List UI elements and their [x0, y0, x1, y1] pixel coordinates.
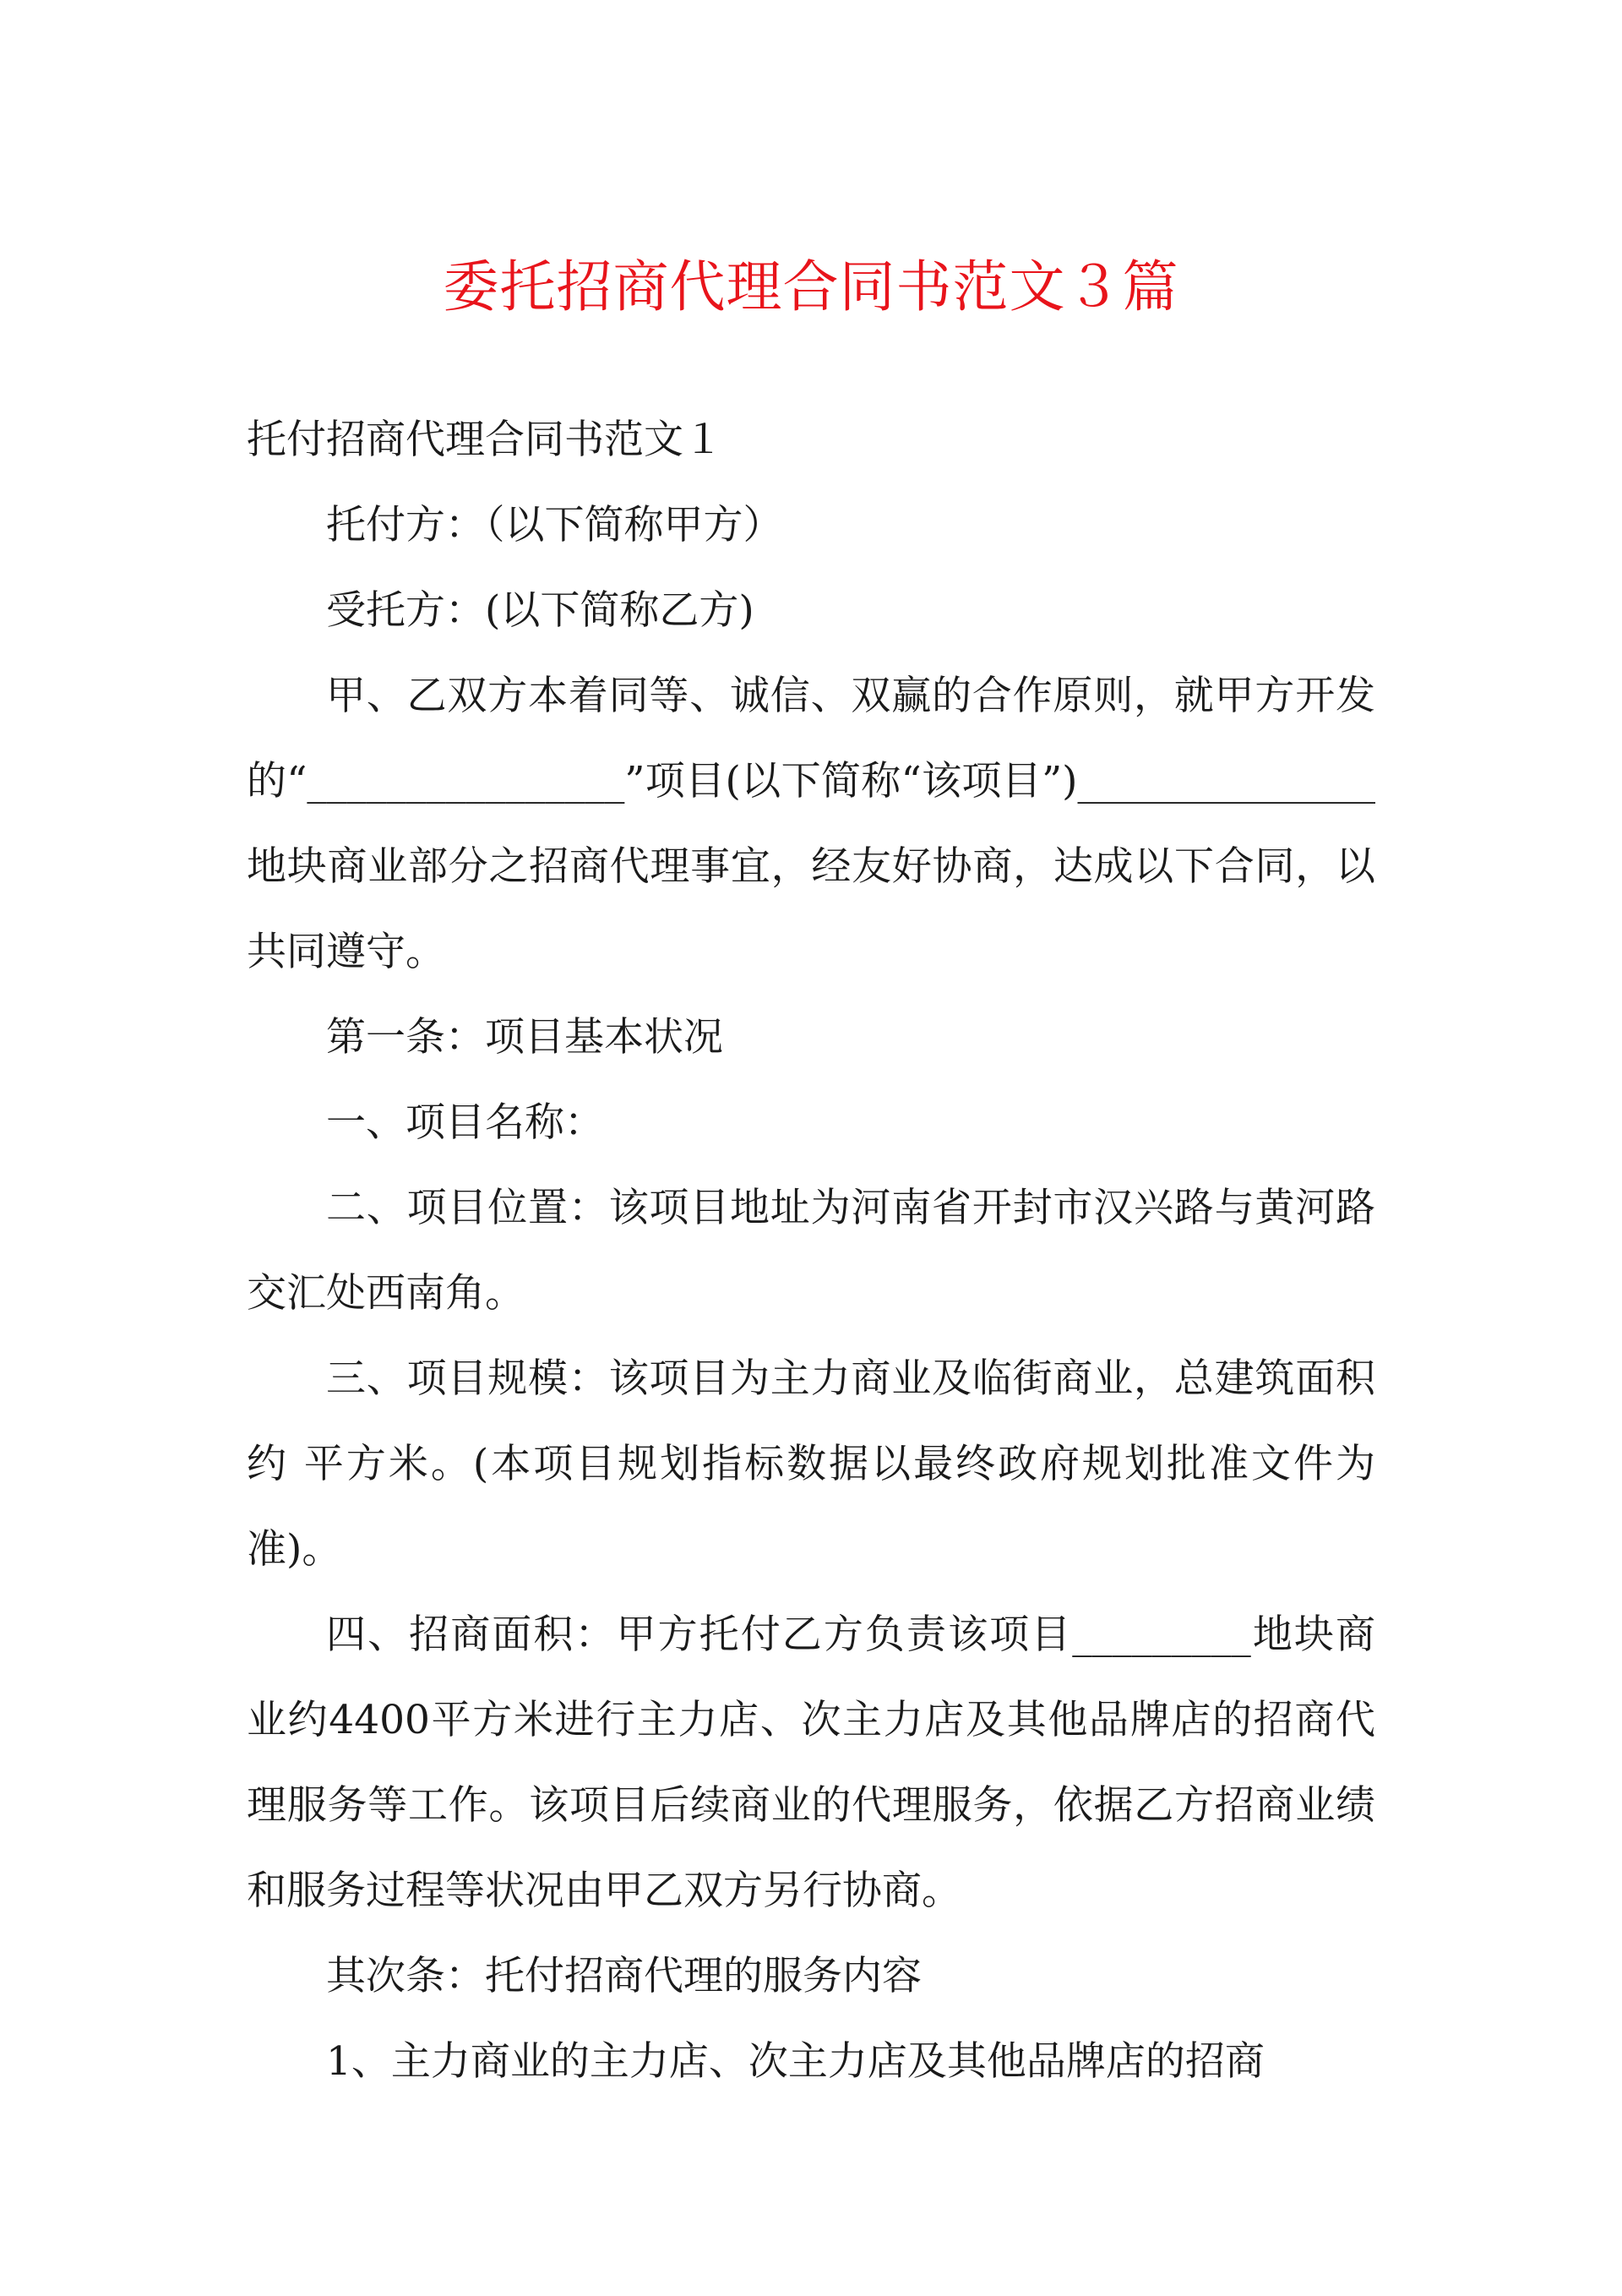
clause-paragraph: 四、招商面积：甲方托付乙方负责该项目_________地块商业约4400平方米进行主力店、次主力店及其他品牌店的招商代理服务等工作。该项目后续商业的代理服务，依据乙方招商业绩和服务过程等状况由甲乙双方另行协商。 [247, 1612, 1375, 1914]
document-title: 委托招商代理合同书范文３篇 [443, 254, 1179, 319]
clause-paragraph: 三、项目规模：该项目为主力商业及临街商业，总建筑面积约 平方米。(本项目规划指标数据以最终政府规划批准文件为准)。 [247, 1355, 1375, 1573]
party-b-line: 受托方：(以下简称乙方) [326, 587, 754, 634]
clause-paragraph: 二、项目位置：该项目地址为河南省开封市汉兴路与黄河路交汇处西南角。 [247, 1185, 1375, 1317]
section-heading: 托付招商代理合同书范文１ [247, 417, 723, 463]
document-body [247, 397, 1375, 2104]
clause-paragraph: 一、项目名称： [326, 1099, 604, 1146]
preamble-paragraph: 甲、乙双方本着同等、诚信、双赢的合作原则，就甲方开发的“________________”项目(以下简称“该项目”)_______________地块商业部分之招商代理事宜，经友好协商，达成以下合同，以共同遵守。 [247, 673, 1375, 975]
party-a-line: 托付方：（以下简称甲方） [326, 502, 783, 548]
clause-paragraph: 1、主力商业的主力店、次主力店及其他品牌店的招商 [326, 2038, 1265, 2085]
article-heading: 其次条：托付招商代理的服务内容 [326, 1953, 922, 1999]
article-heading: 第一条：项目基本状况 [326, 1014, 723, 1061]
